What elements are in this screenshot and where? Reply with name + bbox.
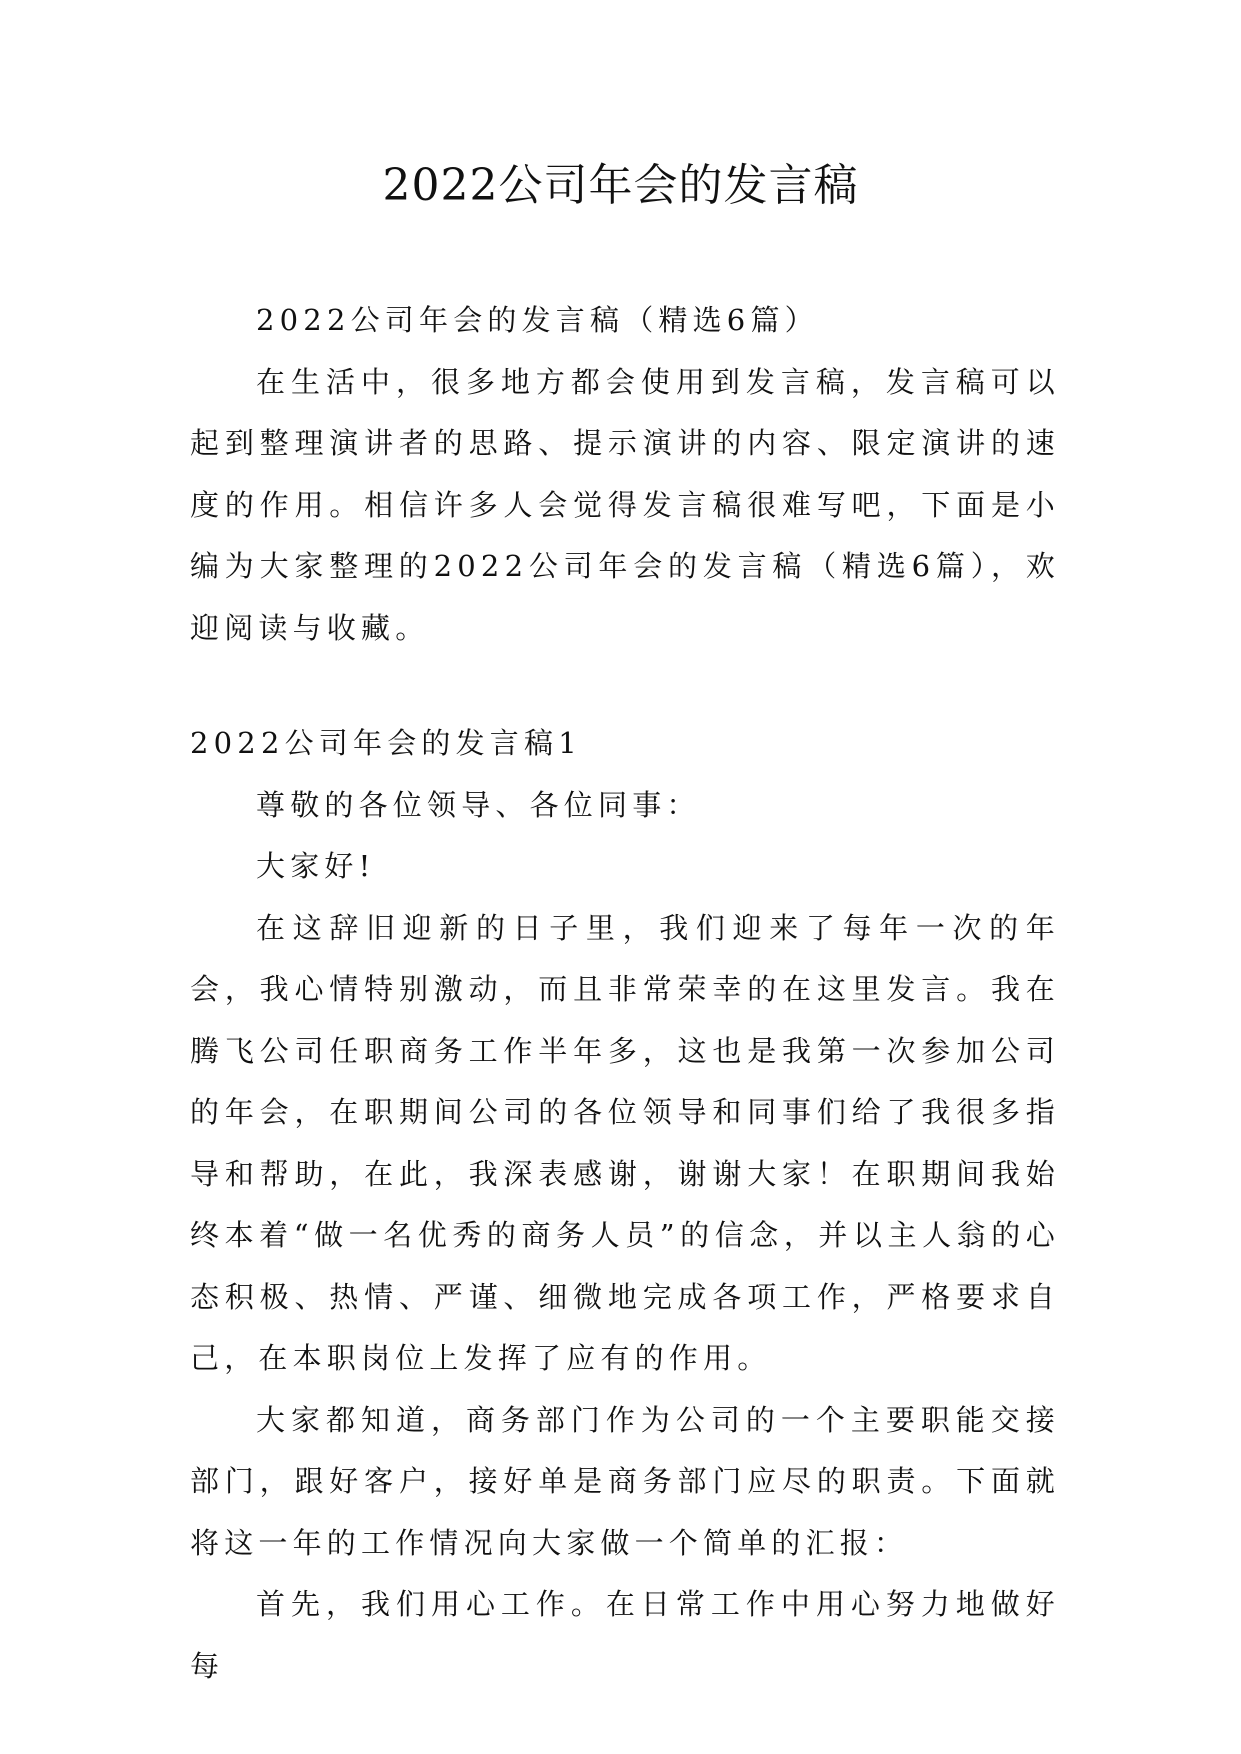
greeting-line: 尊敬的各位领导、各位同事： — [256, 787, 701, 822]
body-paragraph: 首先，我们用心工作。在日常工作中用心努力地做好每 — [190, 1587, 1060, 1683]
salutation-line: 大家好! — [256, 849, 376, 883]
document-subtitle: 2022公司年会的发言稿（精选6篇） — [256, 303, 819, 337]
body-paragraph: 在这辞旧迎新的日子里，我们迎来了每年一次的年会，我心情特别激动，而且非常荣幸的在这里发言。我在腾飞公司任职商务工作半年多，这也是我第一次参加公司的年会，在职期间公司的各位领导和同事们给了我很多指导和帮助，在此，我深表感谢，谢谢大家！在职期间我始终本着“做一名优秀的商务人员”的信念，并以主人翁的心态积极、热情、严谨、细微地完成各项工作，严格要求自己，在本职岗位上发挥了应有的作用。 — [190, 910, 1060, 1375]
document-title: 2022公司年会的发言稿 — [382, 160, 859, 211]
intro-paragraph: 在生活中，很多地方都会使用到发言稿，发言稿可以起到整理演讲者的思路、提示演讲的内容、限定演讲的速度的作用。相信许多人会觉得发言稿很难写吧，下面是小编为大家整理的2022公司年会的发言稿（精选6篇），欢迎阅读与收藏。 — [190, 364, 1060, 645]
body-paragraph: 大家都知道，商务部门作为公司的一个主要职能交接部门，跟好客户，接好单是商务部门应尽的职责。下面就将这一年的工作情况向大家做一个简单的汇报： — [190, 1402, 1060, 1560]
section-heading: 2022公司年会的发言稿1 — [190, 726, 582, 760]
document-body — [190, 290, 1060, 1697]
